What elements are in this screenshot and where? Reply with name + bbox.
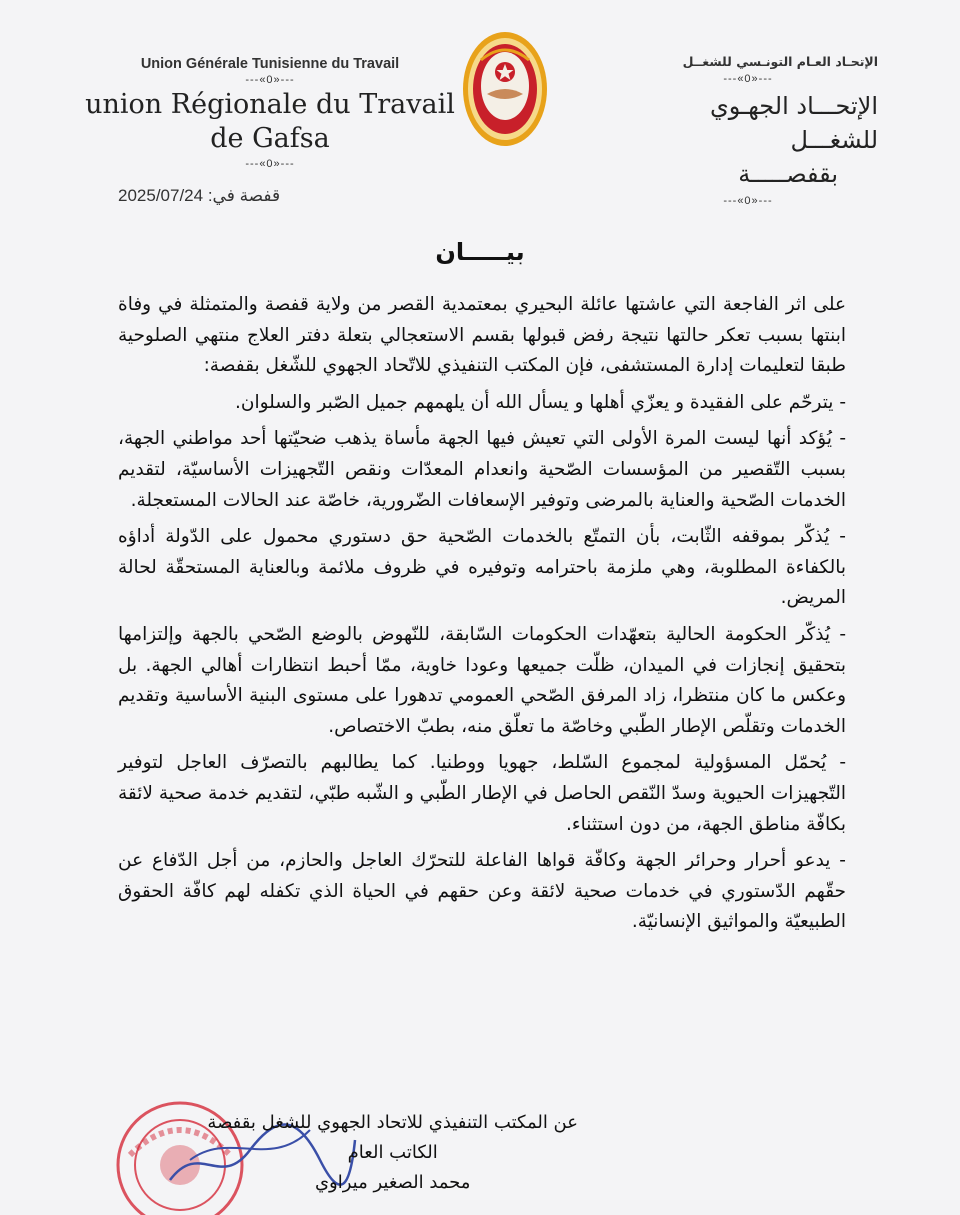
signature-block bbox=[207, 1108, 578, 1198]
separator: ---«0»--- bbox=[723, 73, 773, 85]
ugtt-logo-icon bbox=[461, 30, 549, 148]
signatory-body: عن المكتب التنفيذي للاتحاد الجهوي للشغل بقفصة bbox=[207, 1112, 578, 1133]
separator: ---«0»--- bbox=[245, 74, 295, 86]
separator: ---«0»--- bbox=[723, 195, 773, 207]
paragraph-intro: على اثر الفاجعة التي عاشتها عائلة البحيري بمعتمدية القصر من ولاية قفصة والمتمثلة في وفاة ابنتها بسبب تعكر حالتها نتيجة رفض قبولها بقسم الاستعجالي بتعلة دفتر العلاج منتهي الصلوحية طبقا لتعليمات إدارة المستشفى، فإن المكتب التنفيذي للاتّحاد الجهوي للشّغل بقفصة: bbox=[118, 294, 846, 377]
paragraph-government: - يُذكّر الحكومة الحالية بتعهّدات الحكومات السّابقة، للنّهوض بالوضع الصّحي بالجهة وإلتزامها بتحقيق إنجازات في الميدان، ظلّت جميعها وعودا خاوية، ممّا أحبط انتظارات أهالي الجهة. بل وعكس ما كان منتظرا، زاد المرفق الصّحي العمومي تدهورا على مستوى البنية الأساسية وتقديم الخدمات وتقلّص الإطار الطّبي وخاصّة ما تعلّق منه، بطبّ الاختصاص. bbox=[118, 623, 846, 737]
header-left-french bbox=[70, 56, 470, 172]
org-name-french-small: Union Générale Tunisienne du Travail bbox=[140, 56, 400, 72]
date-line bbox=[118, 186, 280, 206]
paragraph-call: - يدعو أحرار وحرائر الجهة وكافّة قواها الفاعلة للتحرّك العاجل والحازم، من أجل الدّفاع عن حقّهم الدّستوري في خدمات صحية لائقة وعن حقهم في الحياة الذي تكفله لهم كافّة الحقوق الطبيعيّة والمواثيق الإنسانيّة. bbox=[118, 850, 846, 933]
org-name-arabic-small: الإتحـاد العـام التونـسي للشغــل bbox=[682, 54, 878, 69]
header-right-arabic bbox=[618, 54, 878, 211]
paragraph-responsibility: - يُحمّل المسؤولية لمجموع السّلط، جهويا ووطنيا. كما يطالبهم بالتصرّف العاجل لتوفير التّجهيزات الحيوية وسدّ النّقص الحاصل في الإطار الطّبي و الشّبه طبّي، لتقديم خدمة صحية لائقة بكافّة مناطق الجهة، من دون استثناء. bbox=[118, 752, 846, 835]
separator: ---«0»--- bbox=[245, 158, 295, 170]
statement-body bbox=[118, 290, 846, 944]
regional-union-name-arabic-line2: بقفصـــــة bbox=[738, 160, 838, 188]
date-value: 2025/07/24 bbox=[118, 186, 204, 205]
date-label: قفصة في: bbox=[207, 186, 281, 205]
document-title: بيـــــان bbox=[435, 238, 525, 266]
signatory-title: الكاتب العام bbox=[347, 1142, 438, 1163]
regional-union-name-line1: union Régionale du Travail bbox=[85, 89, 455, 120]
signatory-name: محمد الصغير ميراوي bbox=[314, 1172, 471, 1193]
paragraph-reminder: - يُذكّر بموقفه الثّابت، بأن التمتّع بالخدمات الصّحية حق دستوري محمول على الدّولة أداؤه بالكفاءة المطلوبة، وهي ملزمة باحترامه وتوفيره في ظروف ملائمة وبالعناية المستحقّة لحالة المريض. bbox=[118, 526, 846, 609]
regional-union-name-arabic-line1: الإتحـــاد الجهـوي للشغـــل bbox=[710, 92, 878, 154]
regional-union-name-line2: de Gafsa bbox=[210, 123, 330, 154]
paragraph-affirm: - يُؤكد أنها ليست المرة الأولى التي تعيش فيها الجهة مأساة يذهب ضحيّتها أحد مواطني الجهة، بسبب التّقصير من المؤسسات الصّحية وانعدام المعدّات ونقص التّجهيزات الأساسيّة، لتقديم الخدمات الصّحية والعناية بالمرضى وتوفير الإسعافات الضّرورية، خاصّة عند الحالات المستعجلة. bbox=[118, 428, 846, 511]
paragraph-condolence: - يترحّم على الفقيدة و يعزّي أهلها و يسأل الله أن يلهمهم جميل الصّبر والسلوان. bbox=[234, 391, 846, 413]
